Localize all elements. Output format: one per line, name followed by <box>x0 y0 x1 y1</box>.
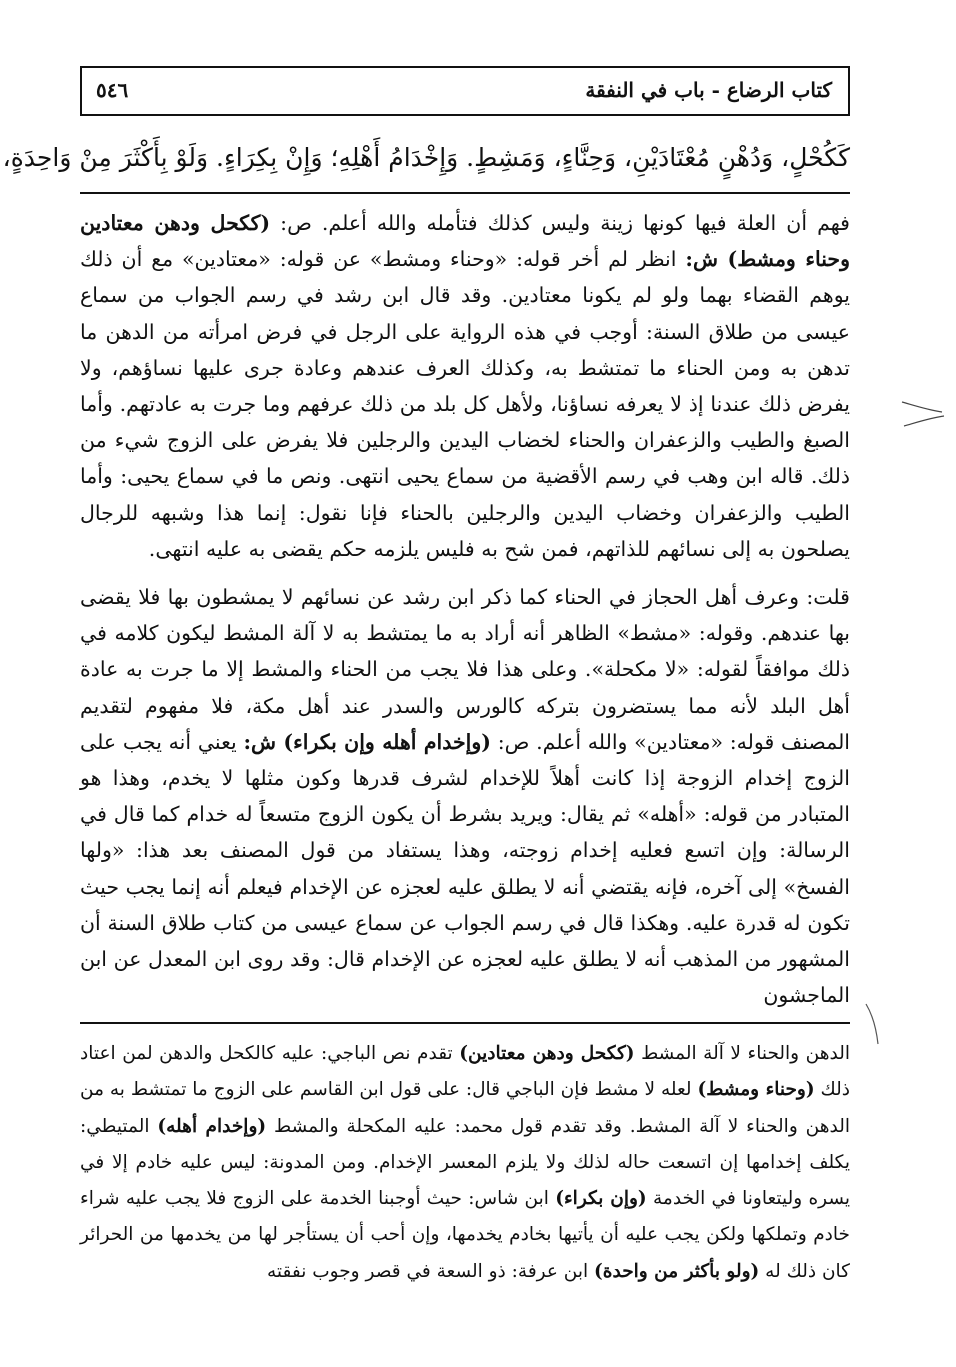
text-run: ابن شاس: حيث أوجبنا الخدمة على الزوج فلا يجب عليه شراء خادم وتملكها ولكن يجب عليه أن يأتيها بخادم يخدمها، وإن أحب أن يستأجر لها من يخدمها من الحرائر كان ذلك له <box>80 1188 850 1282</box>
commentary-paragraph-1 <box>80 205 850 567</box>
quoted-matn: (وإن بكراء) <box>555 1188 647 1210</box>
quoted-matn: (وحناء ومشط) <box>697 1079 815 1101</box>
text-run: المتيطي: يكلف إخدامها إن اتسعت حاله لذلك ولا يلزم المعسر الإخدام. ومن المدونة: ليس عليه خادم إلا في يسره وليتعاونا في الخدمة <box>80 1115 850 1210</box>
running-header <box>80 66 850 116</box>
footnotes-block <box>80 1036 850 1290</box>
text-run: قلت: وعرف أهل الحجاز في الحناء كما ذكر ابن رشد عن نسائهم لا يمشطون بها فلا يقضى بها عندهم. وقوله: «مشط» الظاهر أنه أراد به ما يمتشط به لا آلة المشط ليكون كلامه في ذلك موافقاً لقوله: «لا مكحلة». وعلى هذا فلا يجب من الحناء والمشط إلا ما جرت به عادة أهل البلد لأنه مما يستضرون بتركه كالورس والسدر عند أهل مكة، فلا مفهوم لتقديم المصنف قوله: «معتادين» والله أعلم. ص: <box>80 585 851 754</box>
commentary-paragraph-2 <box>80 579 850 1013</box>
footnote-paragraph <box>80 1036 850 1290</box>
text-run: فهم أن العلة فيها كونها زينة وليس كذلك فتأمله والله أعلم. ص: <box>270 211 850 235</box>
separator-rule-top <box>80 192 850 194</box>
commentary-body <box>80 205 850 1013</box>
quoted-matn: (ولو بأكثر من واحدة) <box>594 1260 760 1282</box>
quoted-matn: (وإخدام أهله وإن بكراء) ش: <box>243 729 491 754</box>
text-run: لعله لا مشط فإن الباجي قال: على قول ابن القاسم على الزوج ما تمتشط به من الدهن والحناء لا آلة المشط. وقد تقدم قول محمد: عليه المكحلة والمشط <box>80 1079 850 1137</box>
text-run: تقدم نص الباجي: عليه كالكحل والدهن لمن اعتاد ذلك <box>80 1043 850 1101</box>
page-number: ٥٤٦ <box>96 78 129 102</box>
matn-text: كَكُحْلٍ، وَدُهْنٍ مُعْتَادَيْنِ، وَحِنَّاءٍ، وَمَشِطٍ. وَإِخْدَامُ أَهْلِهِ؛ وَإِنْ بِكِرَاءٍ. وَلَوْ بِأَكْثَرَ مِنْ وَاحِدَةٍ، <box>2 143 850 172</box>
text-run: ابن عرفة: ذو السعة في قصر وجوب نفقته <box>267 1260 595 1282</box>
quoted-matn: (ككحل ودهن معتادين) <box>459 1043 635 1064</box>
text-run: انظر لم أخر قوله: «وحناء ومشط» عن قوله: «معتادين» مع أن ذلك يوهم القضاء بهما ولو لم يكونا معتادين. وقد قال ابن رشد في رسم الجواب من سماع عيسى من طلاق السنة: أوجب في هذه الرواية على الرجل في فرض امرأته من الدهن ما تدهن به ومن الحناء ما تمتشط به، وكذلك العرف عندهم وعادة جرى عليها نساؤهم، ولا يفرض ذلك عندنا إذ لا يعرفه نساؤنا، ولأهل كل بلد من ذلك عرفهم وما جرت به عادتهم. وأما الصبغ والطيب والزعفران والحناء لخضاب اليدين والرجلين فلا يفرض على الزوج شيء من ذلك. قاله ابن وهب في رسم الأقضية من سماع يحيى انتهى. ونص ما في سماع يحيى: وأما الطيب والزعفران وخضاب اليدين والرجلين بالحناء فإنا نقول: إنما هذا وشبهه للرجال يصلحون به إلى نسائهم للذاتهم، فمن شح به فليس يلزمه حكم يقضى به عليه انتهى. <box>80 247 850 561</box>
text-run: يعني أنه يجب على الزوج إخدام الزوجة إذا كانت أهلاً للإخدام لشرف قدرها وكون مثلها لا يخدم، وهذا هو المتبادر من قوله: «أهله» ثم يقال: ويريد بشرط أن يكون الزوج متسعاً له خدام كما قال في الرسالة: وإن اتسع فعليه إخدام زوجته، وهذا يستفاد من قول المصنف بعد هذا: «ولها الفسخ» إلى آخره، فإنه يقتضي أنه لا يطلق عليه لعجزه عن الإخدام فيعلم أنه إنما يجب حيث تكون له قدرة عليه. وهكذا قال في رسم الجواب عن سماع عيسى من كتاب طلاق السنة أن المشهور من المذهب أنه لا يطلق عليه لعجزه عن الإخدام قال: وقد روى ابن المعدل عن ابن الماجشون <box>80 729 850 1008</box>
text-run: الدهن والحناء لا آلة المشط <box>634 1043 850 1064</box>
margin-pen-mark <box>862 1000 892 1050</box>
header-title: كتاب الرضاع - باب في النفقة <box>585 78 832 102</box>
separator-rule-footnotes <box>80 1022 850 1024</box>
margin-pen-mark <box>898 396 948 436</box>
quoted-matn: (ككحل ودهن معتادين وحناء ومشط) ش: <box>80 211 850 272</box>
quoted-matn: (وإخدام أهله) <box>157 1115 267 1137</box>
